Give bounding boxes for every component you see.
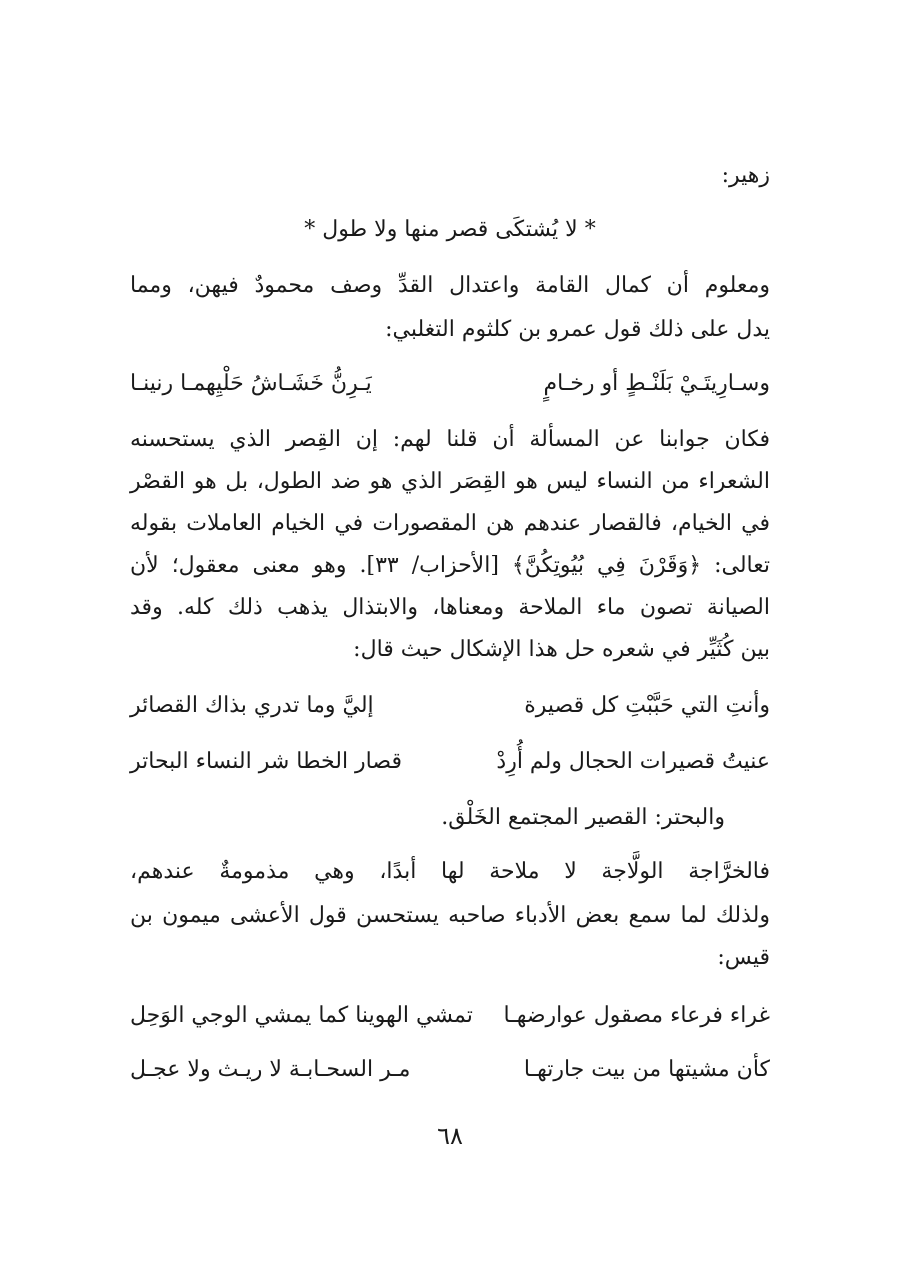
verse-3-second-hemistich: قصار الخطا شر النساء البحاتر xyxy=(130,749,402,774)
verse-1-second-hemistich: يَـرِنُّ خَشَـاشُ حَلْيِهمـا رنينـا xyxy=(130,371,372,396)
verse-2 xyxy=(130,690,770,722)
paragraph-2-line-6: بين كُثَيِّر في شعره حل هذا الإشكال حيث قال: xyxy=(353,637,770,662)
verse-5 xyxy=(130,1054,770,1086)
verse-3 xyxy=(130,746,770,778)
verse-2-first-hemistich: وأنتِ التي حَبَّبْتِ كل قصيرة xyxy=(524,693,770,718)
verse-2-second-hemistich: إليَّ وما تدري بذاك القصائر xyxy=(130,693,374,718)
intro-line: زهير: xyxy=(721,163,770,188)
paragraph-3-line-1: فالخرَّاجة الولَّاجة لا ملاحة لها أبدًا، وهي مذمومةٌ عندهم، xyxy=(130,859,770,884)
paragraph-3-line-3: قيس: xyxy=(717,945,770,970)
gloss-line: والبحتر: القصير المجتمع الخَلْق. xyxy=(441,805,725,830)
paragraph-2-line-3: في الخيام، فالقصار عندهم هن المقصورات في الخيام العاملات بقوله xyxy=(130,511,770,536)
paragraph-3-line-2: ولذلك لما سمع بعض الأدباء صاحبه يستحسن قول الأعشى ميمون بن xyxy=(130,903,770,928)
quoted-hemistich: * لا يُشتكَى قصر منها ولا طول * xyxy=(304,217,596,242)
verse-4-second-hemistich: تمشي الهوينا كما يمشي الوجي الوَحِل xyxy=(130,1003,473,1028)
paragraph-2-line-2: الشعراء من النساء ليس هو القِصَر الذي هو ضد الطول، بل هو القصْر xyxy=(130,469,770,494)
verse-4-first-hemistich: غراء فرعاء مصقول عوارضهـا xyxy=(503,1003,770,1028)
paragraph-2-line-5: الصيانة تصون ماء الملاحة ومعناها، والابتذال يذهب ذلك كله. وقد xyxy=(130,595,770,620)
verse-1 xyxy=(130,368,770,400)
verse-4 xyxy=(130,1000,770,1032)
verse-5-second-hemistich: مـر السحـابـة لا ريـث ولا عجـل xyxy=(130,1057,411,1082)
verse-1-first-hemistich: وسـارِيتَـيْ بَلَنْـطٍ أو رخـامٍ xyxy=(543,371,770,396)
paragraph-1-line-1: ومعلوم أن كمال القامة واعتدال القدِّ وصف محمودٌ فيهن، ومما xyxy=(130,273,770,298)
paragraph-2-line-4: تعالى: ﴿وَقَرْنَ فِي بُيُوتِكُنَّ﴾ [الأحزاب/ ٣٣]. وهو معنى معقول؛ لأن xyxy=(130,553,770,578)
paragraph-1-line-2: يدل على ذلك قول عمرو بن كلثوم التغلبي: xyxy=(385,317,770,342)
verse-3-first-hemistich: عنيتُ قصيرات الحجال ولم أُرِدْ xyxy=(496,749,770,774)
verse-5-first-hemistich: كأن مشيتها من بيت جارتهـا xyxy=(523,1057,770,1082)
page-number: ٦٨ xyxy=(437,1122,463,1150)
paragraph-2-line-1: فكان جوابنا عن المسألة أن قلنا لهم: إن القِصر الذي يستحسنه xyxy=(130,427,770,452)
